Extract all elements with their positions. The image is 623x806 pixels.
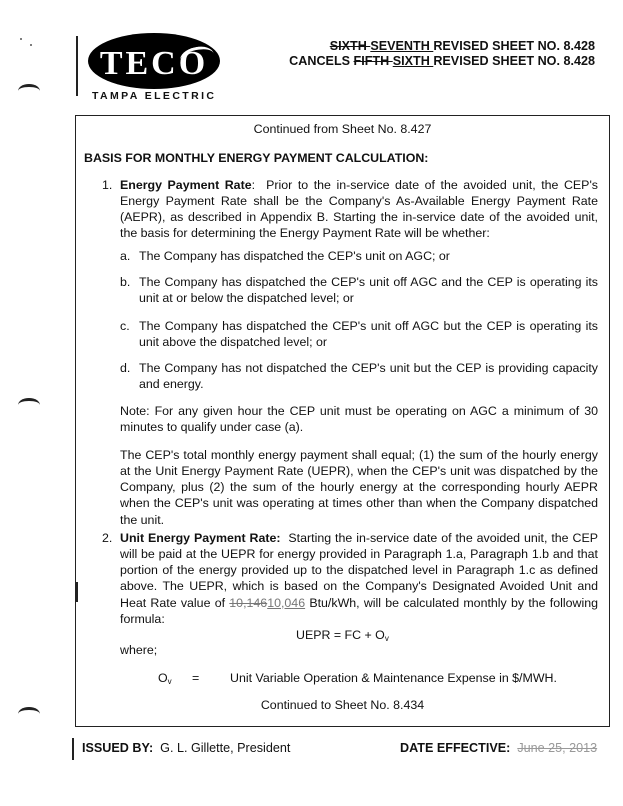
old-effective-date: June 25, 2013 bbox=[517, 741, 598, 755]
new-revision: SEVENTH bbox=[370, 39, 434, 53]
definition-equals: = bbox=[192, 671, 200, 685]
uepr-formula bbox=[296, 627, 389, 644]
issuer-name: G. L. Gillette, President bbox=[160, 741, 291, 755]
date-label: DATE EFFECTIVE: bbox=[400, 741, 511, 755]
symbol-text: O bbox=[158, 671, 168, 685]
logo-text: TECO bbox=[99, 45, 209, 82]
item-number: 2. bbox=[102, 531, 113, 545]
old-revision: SIXTH bbox=[329, 39, 371, 53]
subitem-text: The Company has dispatched the CEP's unit on AGC; or bbox=[139, 249, 450, 263]
issued-by bbox=[82, 740, 290, 756]
formula-subscript: v bbox=[384, 634, 389, 643]
scan-speck bbox=[30, 44, 32, 46]
cancels-line bbox=[289, 53, 595, 69]
cancels-prefix: CANCELS bbox=[289, 54, 354, 68]
continued-from: Continued from Sheet No. 8.427 bbox=[253, 122, 432, 136]
definition-text: Unit Variable Operation & Maintenance Expense in $/MWH. bbox=[230, 671, 557, 685]
old-heat-rate: 10,146 bbox=[229, 595, 268, 610]
margin-bar bbox=[72, 738, 74, 760]
item-text-end: Btu/kWh, will be calculated monthly by the following formula: bbox=[120, 595, 598, 626]
item-heading: Unit Energy Payment Rate: bbox=[120, 531, 281, 545]
colon: : bbox=[251, 178, 267, 192]
subitem-text: The Company has dispatched the CEP's unit off AGC but the CEP is operating its unit above the dispatched level; or bbox=[139, 319, 598, 350]
punch-hole bbox=[18, 84, 40, 98]
margin-bar bbox=[76, 36, 78, 96]
company-tagline: TAMPA ELECTRIC bbox=[92, 90, 217, 102]
continued-to: Continued to Sheet No. 8.434 bbox=[260, 698, 425, 712]
aGC-note: Note: For any given hour the CEP unit must be operating on AGC a minimum of 30 minutes to qualify under case (a). bbox=[120, 404, 598, 435]
monthly-payment-paragraph: The CEP's total monthly energy payment shall equal; (1) the sum of the hourly energy at the Unit Energy Payment Rate (UEPR), when the CEP's unit was dispatched by the Company, plus (2) the sum of the hourly energy at the corresponding hourly AEPR when the CEP's unit was operating at times other than when the Company dispatched the unit. bbox=[120, 448, 598, 527]
subitem-text: The Company has not dispatched the CEP's unit but the CEP is providing capacity and energy. bbox=[139, 361, 598, 392]
new-heat-rate: 10,046 bbox=[267, 595, 306, 610]
scan-speck bbox=[20, 38, 22, 40]
sheet-number: REVISED SHEET NO. 8.428 bbox=[433, 39, 595, 53]
subitem-label: a. bbox=[120, 249, 131, 263]
subitem-label: b. bbox=[120, 275, 131, 289]
item-text: Prior to the in-service date of the avoided unit, the CEP's Energy Payment Rate shall be the Company's As-Available Energy Payment Rate (AEPR), as described in Appendix B. Starting the in-service date of the avoided unit, the basis for determining the Energy Payment Rate will be whether: bbox=[120, 178, 599, 241]
item-unit-energy-payment-rate bbox=[120, 530, 598, 627]
symbol-subscript: v bbox=[167, 677, 172, 686]
subitem-label: c. bbox=[120, 319, 130, 333]
new-revision: SIXTH bbox=[392, 54, 434, 68]
sheet-number-line bbox=[330, 38, 595, 54]
subitem-text: The Company has dispatched the CEP's unit off AGC and the CEP is operating its unit at or below the dispatched level; or bbox=[139, 275, 598, 306]
definition-symbol bbox=[158, 670, 172, 687]
formula-text: UEPR = FC + O bbox=[296, 628, 385, 642]
date-effective bbox=[400, 740, 597, 756]
item-number: 1. bbox=[102, 178, 113, 192]
section-title: BASIS FOR MONTHLY ENERGY PAYMENT CALCULATION: bbox=[84, 151, 429, 165]
item-energy-payment-rate bbox=[120, 177, 598, 242]
cancelled-sheet-number: REVISED SHEET NO. 8.428 bbox=[433, 54, 595, 68]
item-heading: Energy Payment Rate bbox=[120, 178, 252, 192]
where-label: where; bbox=[120, 643, 158, 657]
teco-logo bbox=[88, 33, 220, 89]
subitem-label: d. bbox=[120, 361, 131, 375]
old-revision: FIFTH bbox=[353, 54, 393, 68]
issued-label: ISSUED BY: bbox=[82, 741, 154, 755]
punch-hole bbox=[18, 707, 40, 721]
punch-hole bbox=[18, 398, 40, 412]
item-text: Starting the in-service date of the avoided unit, the CEP will be paid at the UEPR for energy provided in Paragraph 1.a, Paragraph 1.b and that portion of the energy provided up to the dispatched level in Paragraph 1.c as defined above. The UEPR, which is based on the Company's Designated Avoided Unit and Heat Rate value of bbox=[120, 531, 598, 610]
